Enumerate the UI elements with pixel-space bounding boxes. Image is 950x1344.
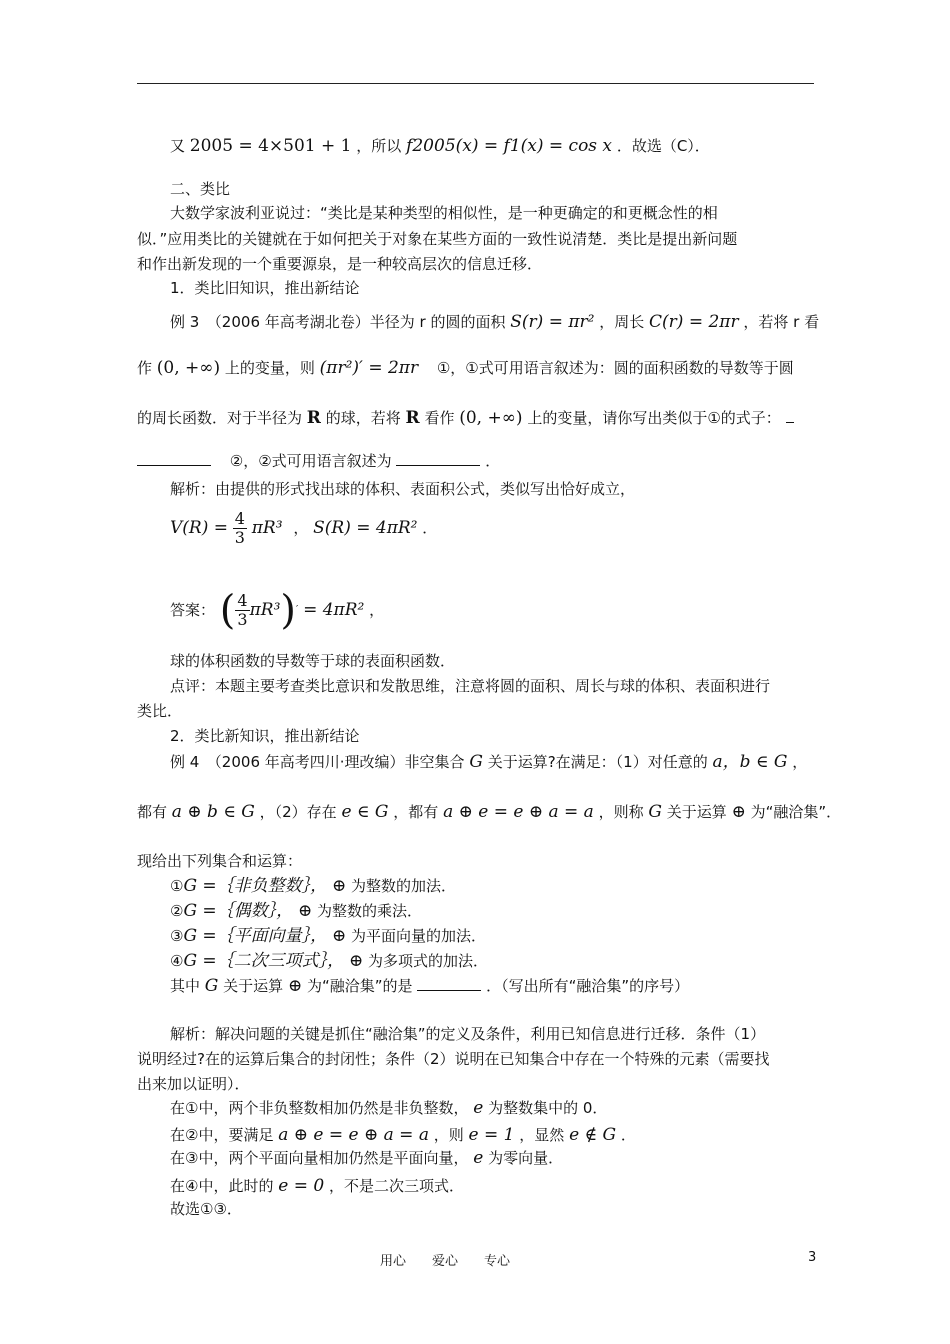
equation: e = 0 <box>278 1176 325 1196</box>
solution-4-case: 在③中，两个平面向量相加仍然是平面向量， e 为零向量． <box>170 1148 564 1168</box>
item-set: G =｛平面向量｝， <box>183 926 328 946</box>
item-desc: 为平面向量的加法． <box>351 927 487 945</box>
equation: G <box>469 752 483 772</box>
equation: (0, +∞) <box>156 358 221 378</box>
text: ，（2）存在 <box>259 803 337 821</box>
intro-line: 大数学家波利亚说过：“类比是某种类型的相似性，是一种更确定的和更概念性的相 <box>170 204 718 222</box>
subsection-title: 2．类比新知识，推出新结论 <box>170 727 360 745</box>
answer-blank[interactable] <box>137 451 211 466</box>
example-4-line <box>137 802 841 822</box>
example-4-line: 例 4 （2006 年高考四川·理改编）非空集合 G 关于运算?在满足：（1）对任意的 a，b ∈ G ， <box>170 752 808 772</box>
equation: πR³ <box>251 518 283 538</box>
item-set: G =｛非负整数｝， <box>183 876 328 896</box>
item-number: ① <box>170 877 184 895</box>
equation: e ∈ G <box>341 802 389 822</box>
fraction <box>235 592 249 629</box>
list-item <box>170 901 422 921</box>
equation: e ∉ G <box>569 1125 617 1145</box>
question-line <box>170 976 689 996</box>
intro-line: 和作出新发现的一个重要源泉，是一种较高层次的信息迁移． <box>137 255 543 273</box>
left-paren: ( <box>219 587 236 634</box>
text: 上的变量，请你写出类似于①的式子： <box>527 409 781 427</box>
equation: C(r) = 2πr <box>649 312 739 332</box>
text: 又 <box>170 137 186 155</box>
text: ②，②式可用语言叙述为 <box>229 452 392 470</box>
header-rule <box>137 83 814 84</box>
item-desc: 为整数的乘法． <box>317 902 423 920</box>
text: 在①中，两个非负整数相加仍然是非负整数， <box>170 1099 469 1117</box>
text: 在②中，要满足 <box>170 1126 274 1144</box>
example-3-line <box>137 358 794 378</box>
answer-blank[interactable] <box>417 976 481 991</box>
list-item <box>170 951 488 971</box>
item-number: ② <box>170 902 184 920</box>
solution-4-case <box>170 1125 636 1145</box>
operator-symbol: ⊕ <box>297 901 313 921</box>
text: ，不是二次三项式． <box>328 1177 464 1195</box>
solution-4-case <box>170 1176 464 1196</box>
example-3-line <box>170 312 819 332</box>
text: 为整数集中的 0． <box>488 1099 608 1117</box>
section-title: 二、类比 <box>170 180 231 198</box>
answer-label: 答案： <box>170 601 216 619</box>
answer-blank[interactable] <box>786 408 794 423</box>
text: 其中 <box>170 977 201 995</box>
footer-text: 用心 爱心 专心 <box>380 1254 511 1269</box>
solution-3-line: 解析：由提供的形式找出球的体积、表面积公式，类似写出恰好成立， <box>170 480 636 498</box>
text: 关于运算 <box>223 977 284 995</box>
page-number: 3 <box>808 1250 817 1265</box>
equation: (0, +∞) <box>459 408 523 428</box>
line-conclusion <box>170 136 710 156</box>
text: 的周长函数．对于半径为 <box>137 409 303 427</box>
text: ，则 <box>433 1126 464 1144</box>
operator-symbol: ⊕ <box>331 926 347 946</box>
text: 例 3 （2006 年高考湖北卷）半径为 r 的圆的面积 <box>170 313 506 331</box>
equation: 2005 = 4×501 + 1 <box>189 136 352 156</box>
subsection-title: 1．类比旧知识，推出新结论 <box>170 279 360 297</box>
comment-line: 点评：本题主要考查类比意识和发散思维，注意将圆的面积、周长与球的体积、表面积进行 <box>170 677 771 695</box>
item-number: ③ <box>170 927 184 945</box>
item-set: G =｛偶数｝， <box>183 901 294 921</box>
operator-symbol: ⊕ <box>731 802 746 822</box>
equation: R <box>306 408 321 428</box>
equation: a ⊕ e = e ⊕ a = a <box>278 1125 429 1145</box>
equation: a ⊕ b ∈ G <box>171 802 255 822</box>
text: ①，①式可用语言叙述为：圆的面积函数的导数等于圆 <box>436 359 794 377</box>
fraction-numerator: 4 <box>234 509 245 528</box>
text: ．（写出所有“融洽集”的序号） <box>486 977 690 995</box>
fraction-numerator: 4 <box>237 591 248 610</box>
text: ，都有 <box>393 803 439 821</box>
text: ，周长 <box>599 313 645 331</box>
list-item <box>170 926 486 946</box>
text: ，显然 <box>519 1126 565 1144</box>
solution-4-line: 说明经过?在的运算后集合的封闭性；条件（2）说明在已知集合中存在一个特殊的元素（需要找 <box>137 1050 770 1068</box>
equation: S(R) = 4πR² <box>313 518 418 538</box>
solution-4-line: 出来加以证明）． <box>137 1075 250 1093</box>
text: 为“融洽集”． <box>750 803 842 821</box>
example-3-line <box>137 451 500 471</box>
equation: V(R) = <box>170 518 228 538</box>
solution-4-line: 解析：解决问题的关键是抓住“融洽集”的定义及条件，利用已知信息进行迁移．条件（1） <box>170 1025 766 1043</box>
equation: = 4πR² <box>303 600 365 620</box>
text: 在④中，此时的 <box>170 1177 274 1195</box>
intro-line: 似．”应用类比的关键就在于如何把关于对象在某些方面的一致性说清楚．类比是提出新问题 <box>137 230 738 248</box>
equation: G <box>648 802 662 822</box>
solution-3-formulas: V(R) = $\frac{4}{3}$ πR³ ， S(R) = 4πR² ． <box>170 509 438 547</box>
text: 在③中，两个平面向量相加仍然是平面向量， <box>170 1149 469 1167</box>
fraction-denominator: 3 <box>234 528 245 547</box>
equation: G <box>204 976 219 996</box>
text: ． <box>620 1126 636 1144</box>
text: ，若将 r 看 <box>743 313 820 331</box>
fraction <box>233 510 247 547</box>
text: ． <box>485 452 501 470</box>
comment-line: 类比． <box>137 702 183 720</box>
list-item <box>170 876 456 896</box>
text: 上的变量，则 <box>224 359 315 377</box>
equation: πR³ <box>249 600 281 620</box>
text: ，所以 <box>356 137 402 155</box>
example-4-line: 现给出下列集合和运算： <box>137 852 303 870</box>
equation: S(r) = πr² <box>510 312 595 332</box>
equation: R <box>405 408 420 428</box>
item-number: ④ <box>170 952 184 970</box>
text: ．故选（C）． <box>616 137 710 155</box>
text: 关于运算?在满足：（1）对任意的 <box>487 753 708 771</box>
right-paren: ) <box>280 587 296 634</box>
operator-symbol: ⊕ <box>348 951 364 971</box>
text: 看作 <box>424 409 455 427</box>
text: 的球，若将 <box>325 409 401 427</box>
operator-symbol: ⊕ <box>331 876 347 896</box>
equation: a ⊕ e = e ⊕ a = a <box>443 802 594 822</box>
equation: a，b ∈ G <box>712 752 788 772</box>
text: 关于运算 <box>666 803 727 821</box>
item-desc: 为整数的加法． <box>351 877 457 895</box>
example-3-line <box>137 408 794 428</box>
text: 例 4 （2006 年高考四川·理改编）非空集合 <box>170 753 465 771</box>
text: 为零向量． <box>488 1149 564 1167</box>
solution-4-case: 在①中，两个非负整数相加仍然是非负整数， e 为整数集中的 0． <box>170 1098 608 1118</box>
equation: (πr²)′ = 2πr <box>319 358 419 378</box>
operator-symbol: ⊕ <box>287 976 303 996</box>
text: 作 <box>137 359 153 377</box>
final-answer: 故选①③． <box>170 1200 242 1218</box>
equation: f2005(x) = f1(x) = cos x <box>406 136 613 156</box>
text: 都有 <box>137 803 168 821</box>
item-desc: 为多项式的加法． <box>368 952 489 970</box>
equation: e = 1 <box>468 1125 515 1145</box>
answer-blank[interactable] <box>396 451 480 466</box>
item-set: G =｛二次三项式｝， <box>183 951 345 971</box>
fraction-denominator: 3 <box>237 610 248 629</box>
text: ，则称 <box>598 803 644 821</box>
text: 为“融洽集”的是 <box>307 977 413 995</box>
answer-text: 球的体积函数的导数等于球的表面积函数． <box>170 652 456 670</box>
answer-line: 答案： ( $\frac{4}{3}$ πR³)′ = 4πR² ， <box>170 587 385 634</box>
